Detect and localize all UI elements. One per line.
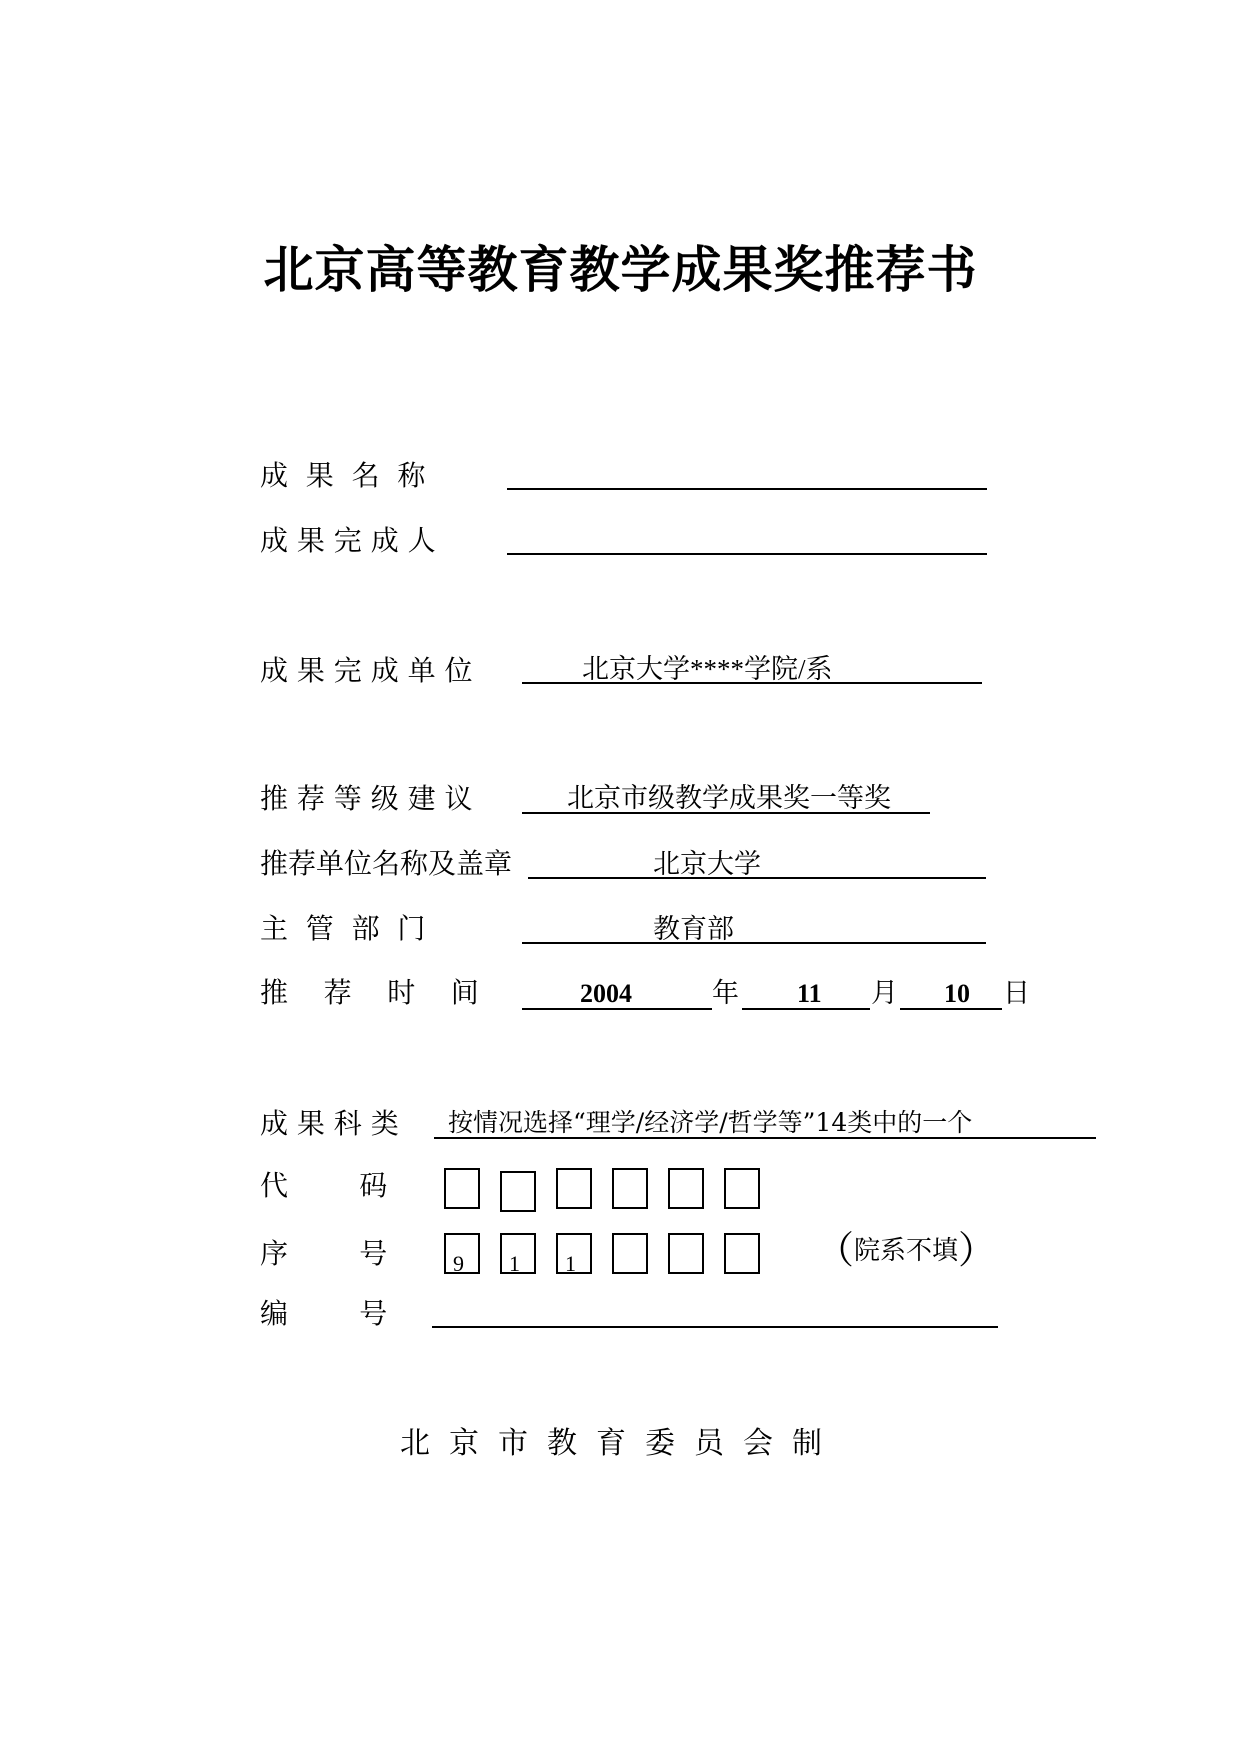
achievement-name-label: 成 果 名 称 (260, 459, 426, 492)
completers-field[interactable] (507, 553, 987, 555)
recommended-level-value: 北京市级教学成果奖一等奖 (567, 783, 891, 813)
serial-note (816, 1228, 997, 1272)
code-box[interactable] (500, 1171, 536, 1212)
serial-digit: 1 (565, 1251, 576, 1276)
completers-label: 成 果 完 成 人 (260, 524, 436, 557)
day-unit: 日 (1003, 978, 1030, 1008)
paren-open: （ (816, 1228, 855, 1272)
recommending-unit-label: 推荐单位名称及盖章 (260, 847, 513, 880)
category-value: 按情况选择“理学/经济学/哲学等”14类中的一个 (448, 1108, 973, 1137)
serial-label: 序 号 (260, 1237, 388, 1270)
year-value: 2004 (580, 979, 632, 1008)
serial-digit: 9 (453, 1251, 464, 1276)
code-box[interactable] (724, 1168, 760, 1209)
month-value: 11 (797, 979, 822, 1008)
serial-box[interactable] (556, 1233, 592, 1274)
recommend-time-label: 推 荐 时 间 (260, 976, 479, 1009)
code-box[interactable] (556, 1168, 592, 1209)
serial-box[interactable] (668, 1233, 704, 1274)
number-field[interactable] (432, 1326, 998, 1328)
issuer-footer: 北京市教育委员会制 (400, 1426, 841, 1461)
serial-box[interactable] (724, 1233, 760, 1274)
day-value: 10 (944, 979, 970, 1008)
supervising-dept-value: 教育部 (653, 914, 734, 944)
document-title: 北京高等教育教学成果奖推荐书 (263, 241, 978, 299)
completing-unit-value: 北京大学****学院/系 (582, 654, 833, 684)
code-box[interactable] (612, 1168, 648, 1209)
achievement-name-field[interactable] (507, 488, 987, 490)
paren-close: ） (958, 1228, 997, 1272)
serial-box[interactable] (612, 1233, 648, 1274)
number-label: 编 号 (260, 1297, 388, 1330)
year-unit: 年 (712, 978, 739, 1008)
code-box[interactable] (444, 1168, 480, 1209)
supervising-dept-label: 主 管 部 门 (260, 912, 426, 945)
code-box[interactable] (668, 1168, 704, 1209)
month-unit: 月 (871, 978, 898, 1008)
code-label: 代 码 (260, 1169, 388, 1202)
serial-note-text: 院系不填 (854, 1236, 959, 1266)
recommending-unit-value: 北京大学 (653, 849, 761, 879)
supervising-dept-field[interactable] (522, 942, 986, 944)
serial-box[interactable] (444, 1233, 480, 1274)
recommended-level-label: 推 荐 等 级 建 议 (260, 782, 473, 815)
category-label: 成 果 科 类 (260, 1107, 399, 1140)
serial-box[interactable] (500, 1233, 536, 1274)
completing-unit-label: 成 果 完 成 单 位 (260, 654, 473, 687)
serial-digit: 1 (509, 1251, 520, 1276)
